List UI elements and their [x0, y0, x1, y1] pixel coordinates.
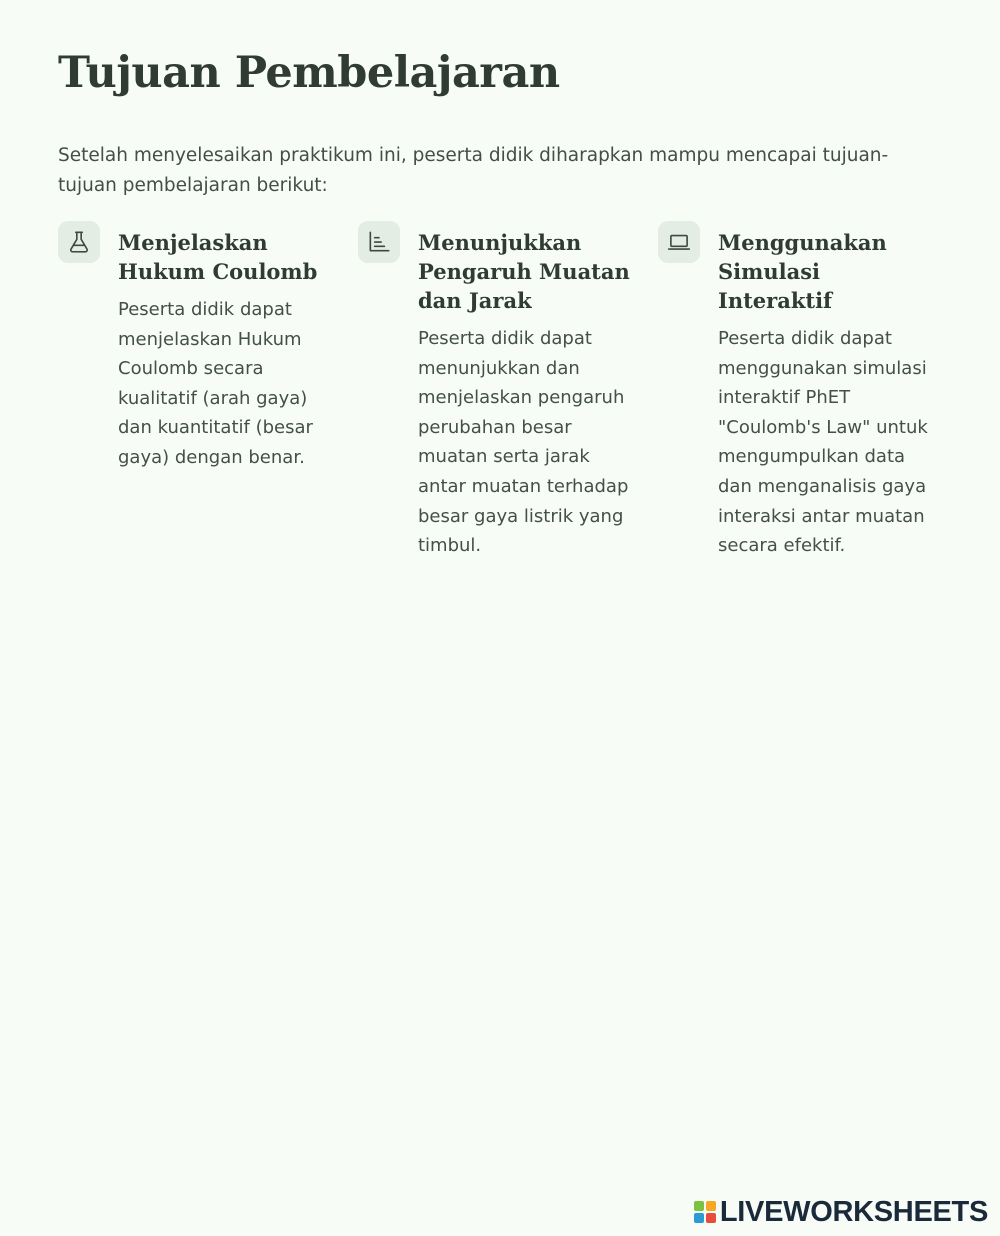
bar-chart-icon [358, 221, 400, 263]
logo-text: LIVEWORKSHEETS [719, 1195, 988, 1228]
logo-tile [706, 1213, 716, 1223]
objective-card-coulomb-law [58, 221, 338, 581]
logo-tile [694, 1201, 704, 1211]
logo-mark-icon [694, 1201, 716, 1223]
liveworksheets-logo[interactable] [694, 1195, 988, 1229]
objective-card-charge-distance [358, 221, 638, 581]
objective-description: Peserta didik dapat menjelaskan Hukum Coulomb secara kualitatif (arah gaya) dan kuantitatif (besar gaya) dengan benar. [118, 299, 313, 468]
page-title: Tujuan Pembelajaran [58, 48, 560, 98]
flask-icon [58, 221, 100, 263]
objective-title: Menunjukkan Pengaruh Muatan dan Jarak [418, 230, 630, 313]
objective-title: Menggunakan Simulasi Interaktif [718, 230, 887, 313]
objective-description: Peserta didik dapat menunjukkan dan menjelaskan pengaruh perubahan besar muatan serta jarak antar muatan terhadap besar gaya listrik yang timbul. [418, 328, 629, 557]
intro-paragraph: Setelah menyelesaikan praktikum ini, peserta didik diharapkan mampu mencapai tujuan-tujuan pembelajaran berikut: [58, 145, 889, 196]
objective-description: Peserta didik dapat menggunakan simulasi interaktif PhET "Coulomb's Law" untuk mengumpulkan data dan menganalisis gaya interaksi antar muatan secara efektif. [718, 328, 928, 557]
logo-tile [706, 1201, 716, 1211]
laptop-icon [658, 221, 700, 263]
logo-tile [694, 1213, 704, 1223]
objective-card-simulation [658, 221, 938, 581]
objective-title: Menjelaskan Hukum Coulomb [118, 230, 318, 284]
